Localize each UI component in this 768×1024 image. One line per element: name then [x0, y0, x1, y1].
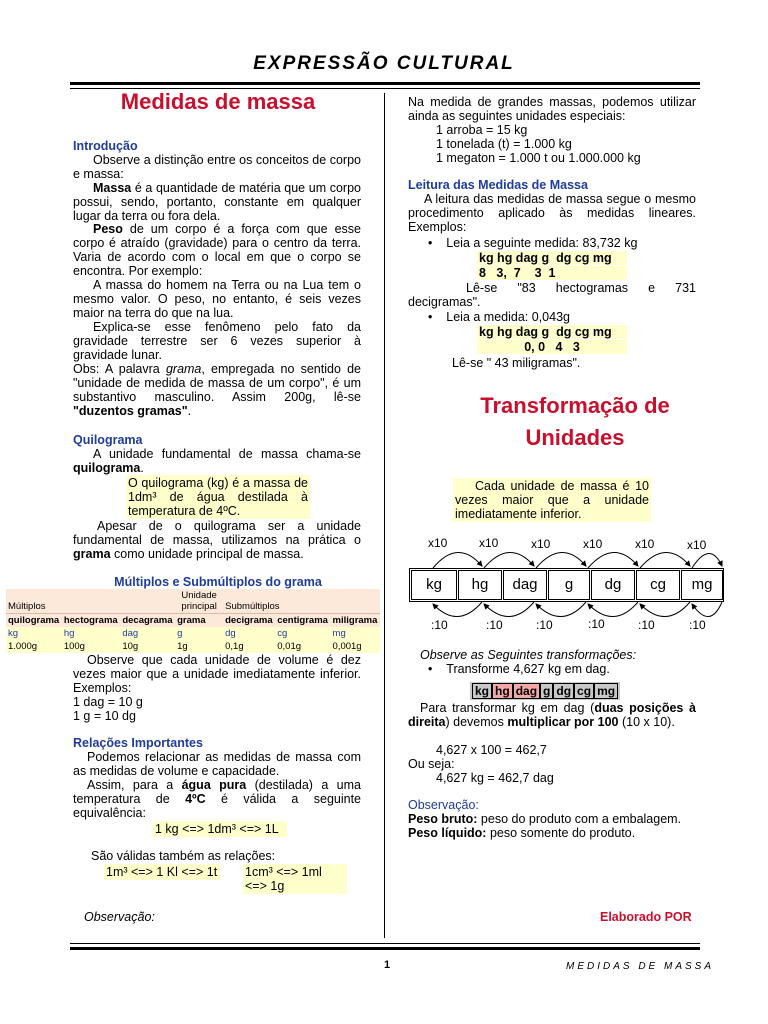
- reading-digits-2: 0, 0 4 3: [477, 340, 627, 354]
- reading-digits-1: 8 3, 7 3 1: [477, 266, 627, 280]
- quilo-p2-bold: grama: [73, 547, 111, 561]
- rel-p2c: é válida a seguinte equivalência:: [73, 792, 361, 820]
- table-cell: 1.000g: [6, 640, 62, 653]
- leitura-paragraph: A leitura das medidas de massa segue o mesmo procedimento aplicado às medidas lineares. Exemplos:: [408, 192, 696, 234]
- bruto-label: Peso bruto:: [408, 812, 478, 826]
- x10-label: x10: [479, 536, 499, 550]
- x10-label: x10: [428, 536, 448, 550]
- table-cell: decagrama: [120, 614, 175, 628]
- equivalence-box: 1 kg <=> 1dm³ <=> 1L: [153, 821, 287, 837]
- reading-result-2: Lê-se " 43 miligramas".: [452, 356, 581, 370]
- unit-box-g: g: [548, 570, 590, 600]
- transf-p1c: (10 x 10).: [618, 715, 675, 729]
- table-cell: 0,001g: [331, 640, 380, 653]
- quilo-p1: A unidade fundamental de massa chama-se: [93, 447, 361, 461]
- small-unit-dag: dag: [513, 683, 540, 699]
- explica-paragraph: Explica-se esse fenômeno pelo fato da gravidade terrestre ser 6 vezes superior à gravidade lunar.: [73, 320, 361, 362]
- bullet-1-text: Leia a seguinte medida: 83,732 kg: [446, 236, 638, 250]
- transform-explanation: [408, 701, 696, 729]
- relation-box-1: 1m³ <=> 1 Kl <=> 1t: [104, 864, 220, 880]
- left-title: Medidas de massa: [120, 89, 316, 114]
- peso-label: Peso: [93, 222, 123, 236]
- table-cell: 0,1g: [223, 640, 275, 653]
- unit-box-kg: kg: [411, 570, 457, 600]
- quilograma-paragraph-2: [73, 519, 361, 561]
- small-unit-hg: hg: [492, 683, 513, 699]
- arrow-up-4: [588, 552, 638, 568]
- transf-p1b: ) devemos: [445, 715, 508, 729]
- homem-paragraph: A massa do homem na Terra ou na Lua tem o mesmo valor. O peso, no entanto, é seis vezes maior na terra do que na lua.: [73, 278, 361, 320]
- arrow-up-2: [484, 552, 534, 568]
- quilograma-definition-box: O quilograma (kg) é a massa de 1dm³ de água destilada à temperatura de 4ºC.: [128, 476, 308, 518]
- table-cell: quilograma: [6, 614, 62, 628]
- div10-label: :10: [689, 618, 706, 632]
- arrow-up-5: [640, 552, 690, 568]
- obs-bold: "duzentos gramas": [73, 404, 188, 418]
- multiplos-table: [6, 589, 380, 653]
- peso-paragraph: [73, 222, 361, 278]
- relacoes-paragraph-2: [73, 778, 361, 820]
- bruto-text: peso do produto com a embalagem.: [477, 812, 682, 826]
- peso-liquido: [408, 826, 635, 840]
- transformacao-title-line-1: Transformação de: [480, 393, 670, 418]
- observe-transformacoes: Observe as Seguintes transformações:: [420, 648, 637, 662]
- table-cell: kg: [6, 627, 62, 640]
- transform-bullet: • Transforme 4,627 kg em dag.: [428, 662, 610, 676]
- example-2: 1 g = 10 dg: [73, 709, 136, 723]
- div10-label: :10: [638, 618, 655, 632]
- quilo-p1-end: .: [140, 461, 144, 475]
- small-unit-g: g: [540, 683, 553, 699]
- elaborado-por: Elaborado POR: [600, 910, 692, 924]
- arrow-up-1: [433, 552, 482, 568]
- arrow-down-5: [640, 602, 690, 617]
- unit-arroba: 1 arroba = 15 kg: [436, 123, 528, 137]
- also-valid-text: São válidas também as relações:: [91, 849, 276, 863]
- massa-label: Massa: [93, 181, 132, 195]
- peso-text: de um corpo é a força com que esse corpo é atraído (gravidade) para o centro da terra. Varia de acordo com o local em que o corpo se encontra. Por exemplo:: [73, 222, 361, 278]
- div10-label: :10: [486, 618, 503, 632]
- transformacao-title-line-2: Unidades: [525, 425, 625, 450]
- table-cell: centigrama: [275, 614, 330, 628]
- rel-p2b: (destilada) a uma temperatura de: [73, 778, 361, 806]
- x10-label: x10: [687, 538, 707, 552]
- quilograma-paragraph: [73, 447, 361, 475]
- quilo-p1-bold: quilograma: [73, 461, 141, 475]
- table-names-row: [6, 614, 380, 628]
- page-number: 1: [384, 959, 391, 971]
- div10-label: :10: [431, 618, 448, 632]
- transformacao-box: Cada unidade de massa é 10 vezes maior que a unidade imediatamente inferior.: [455, 479, 649, 521]
- table-cell: cg: [275, 627, 330, 640]
- relation-box-2: 1cm³ <=> 1ml <=> 1g: [243, 864, 347, 894]
- header-rule-thick: [70, 82, 700, 85]
- running-title: MEDIDAS DE MASSA: [566, 961, 715, 972]
- relacoes-heading: Relações Importantes: [73, 736, 203, 750]
- unit-tonelada: 1 tonelada (t) = 1.000 kg: [436, 137, 572, 151]
- right-obs-heading: Observação:: [408, 798, 479, 812]
- ou-seja: Ou seja:: [408, 757, 455, 771]
- transf-p1a: Para transformar kg em dag (: [420, 701, 595, 715]
- table-cell: hg: [62, 627, 121, 640]
- arrow-down-3: [536, 602, 586, 617]
- bullet-2: • Leia a medida: 0,043g: [428, 310, 570, 324]
- arrow-down-6: [692, 602, 722, 617]
- unit-box-dg: dg: [591, 570, 635, 600]
- x10-label: x10: [583, 537, 603, 551]
- small-unit-kg: kg: [472, 683, 492, 699]
- unit-box-dag: dag: [503, 570, 547, 600]
- quilograma-heading: Quilograma: [73, 433, 143, 447]
- transformacao-title: [385, 390, 765, 454]
- example-1: 1 dag = 10 g: [73, 695, 143, 709]
- table-cell: decigrama: [223, 614, 275, 628]
- div10-label: :10: [536, 618, 553, 632]
- grandes-massas-paragraph: Na medida de grandes massas, podemos utilizar ainda as seguintes unidades especiais:: [408, 95, 696, 123]
- arrow-down-4: [588, 602, 638, 617]
- arrow-down-2: [484, 602, 534, 617]
- unit-megaton: 1 megaton = 1.000 t ou 1.000.000 kg: [436, 151, 641, 165]
- massa-text: é a quantidade de matéria que um corpo possui, sendo, portanto, constante em qualquer lugar da terra ou fora dela.: [73, 181, 361, 223]
- liquido-label: Peso líquido:: [408, 826, 487, 840]
- x10-label: x10: [635, 537, 655, 551]
- reading-units-2: kg hg dag g dg cg mg: [477, 325, 627, 339]
- rel-p2-bold: água pura: [181, 778, 247, 792]
- header-title: EXPRESSÃO CULTURAL: [253, 53, 515, 74]
- arrow-up-3: [536, 552, 586, 568]
- table-cell: dg: [223, 627, 275, 640]
- table-cell: 10g: [120, 640, 175, 653]
- footer-rule-thick: [70, 947, 700, 950]
- small-unit-cg: cg: [574, 683, 594, 699]
- bullet-2-text: Leia a medida: 0,043g: [446, 310, 570, 324]
- relacoes-paragraph-1: Podemos relacionar as medidas de massa com as medidas de volume e capacidade.: [73, 750, 361, 778]
- peso-bruto: [408, 812, 681, 826]
- header-multiplos: Múltiplos: [6, 589, 175, 614]
- massa-paragraph: [73, 181, 361, 223]
- div10-label: :10: [588, 617, 605, 631]
- arrow-down-1: [433, 602, 482, 617]
- volume-paragraph: Observe que cada unidade de volume é dez vezes maior que a unidade imediatamente inferior. Exemplos:: [73, 653, 361, 695]
- small-unit-dg: dg: [553, 683, 574, 699]
- table-cell: grama: [175, 614, 223, 628]
- reading-result-1: Lê-se "83 hectogramas e 731 decigramas".: [408, 281, 696, 309]
- unit-box-hg: hg: [458, 570, 502, 600]
- table-cell: mg: [331, 627, 380, 640]
- reading-units-1: kg hg dag g dg cg mg: [477, 251, 627, 265]
- intro-heading: Introdução: [73, 139, 138, 153]
- transf-p1-bold2: multiplicar por 100: [507, 715, 619, 729]
- multiplos-heading: Múltiplos e Submúltiplos do grama: [114, 575, 322, 589]
- obs-end: .: [187, 404, 192, 418]
- table-cell: miligrama: [331, 614, 380, 628]
- table-values-row: [6, 640, 380, 653]
- quilo-p2b: como unidade principal de massa.: [110, 547, 304, 561]
- quilo-p2a: Apesar de o quilograma ser a unidade fundamental de massa, utilizamos na prática o: [73, 519, 361, 547]
- rel-p2-bold2: 4ºC: [185, 792, 206, 806]
- obs-b: , empregada no sentido de "unidade de medida de massa de um corpo", é um substantivo masculino. Assim 200g, lê-se: [73, 362, 362, 404]
- calculation-1: 4,627 x 100 = 462,7: [436, 743, 547, 757]
- unit-box-mg: mg: [681, 570, 723, 600]
- table-cell: dag: [120, 627, 175, 640]
- header-submultiplos: Submúltiplos: [223, 589, 380, 614]
- unit-box-cg: cg: [636, 570, 680, 600]
- arrow-up-6: [692, 553, 722, 568]
- small-units-strip: [470, 682, 620, 700]
- table-cell: 0,01g: [275, 640, 330, 653]
- table-symbols-row: [6, 627, 380, 640]
- intro-paragraph: Observe a distinção entre os conceitos de corpo e massa:: [73, 153, 361, 181]
- table-header-row: [6, 589, 380, 614]
- obs-a: Obs: A palavra: [73, 362, 166, 376]
- liquido-text: peso somente do produto.: [486, 826, 636, 840]
- obs-paragraph: [73, 362, 361, 418]
- obs-grama: grama: [165, 362, 202, 376]
- table-cell: 100g: [62, 640, 121, 653]
- footer-rule-thin: [70, 943, 700, 944]
- rel-p2a: Assim, para a: [87, 778, 182, 792]
- table-cell: g: [175, 627, 223, 640]
- small-unit-mg: mg: [594, 683, 618, 699]
- transf-p1-bold: duas posições à direita: [408, 701, 696, 729]
- table-cell: hectograma: [62, 614, 121, 628]
- left-obs-label: Observação:: [84, 910, 155, 924]
- header-unidade: Unidade principal: [175, 589, 223, 614]
- column-divider: [384, 93, 385, 938]
- transform-bullet-text: Transforme 4,627 kg em dag.: [446, 662, 610, 676]
- calculation-2: 4,627 kg = 462,7 dag: [436, 771, 554, 785]
- leitura-heading: Leitura das Medidas de Massa: [408, 178, 588, 192]
- x10-label: x10: [531, 537, 551, 551]
- table-cell: 1g: [175, 640, 223, 653]
- bullet-1: • Leia a seguinte medida: 83,732 kg: [428, 236, 638, 250]
